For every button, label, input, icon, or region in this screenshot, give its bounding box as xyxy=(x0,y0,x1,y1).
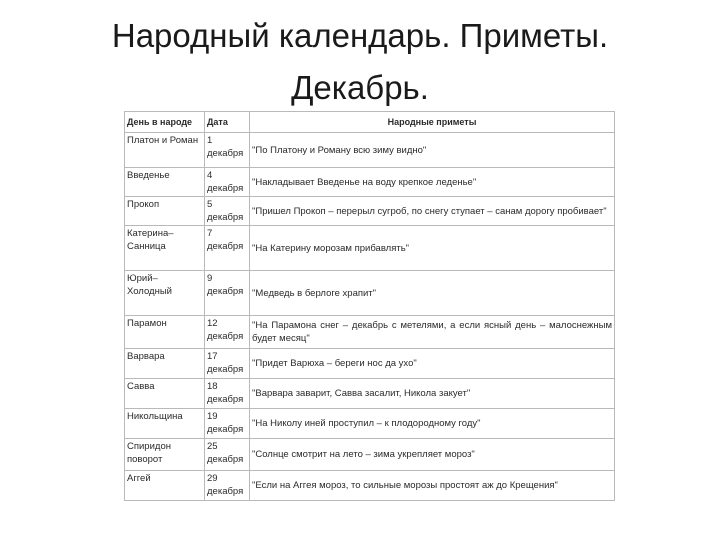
cell-date xyxy=(205,471,250,501)
date-month: декабря xyxy=(207,454,244,465)
calendar-table-container xyxy=(124,111,614,525)
cell-day: Введенье xyxy=(125,168,205,197)
cell-omen: "Солнце смотрит на лето – зима укрепляет мороз" xyxy=(250,439,615,471)
date-number: 7 xyxy=(207,228,213,239)
date-number: 9 xyxy=(207,273,213,284)
table-row xyxy=(125,316,615,349)
table-header-row xyxy=(125,112,615,133)
folk-calendar-table xyxy=(124,111,615,501)
cell-date xyxy=(205,271,250,316)
date-month: декабря xyxy=(207,212,244,223)
cell-date xyxy=(205,379,250,409)
date-number: 4 xyxy=(207,170,213,181)
cell-date xyxy=(205,349,250,379)
date-month: декабря xyxy=(207,394,244,405)
header-day: День в народе xyxy=(125,112,205,133)
slide-title-line-2: Декабрь. xyxy=(291,69,429,106)
table-row xyxy=(125,226,615,271)
cell-date xyxy=(205,168,250,197)
date-month: декабря xyxy=(207,364,244,375)
date-number: 12 xyxy=(207,318,218,329)
date-month: декабря xyxy=(207,148,244,159)
table-row xyxy=(125,379,615,409)
cell-day: Спиридон поворот xyxy=(125,439,205,471)
cell-day: Варвара xyxy=(125,349,205,379)
date-number: 17 xyxy=(207,351,218,362)
cell-omen: "Если на Аггея мороз, то сильные морозы простоят аж до Крещения" xyxy=(250,471,615,501)
cell-omen: "На Парамона снег – декабрь с метелями, а если ясный день – малоснежным будет месяц" xyxy=(250,316,615,349)
cell-day: Юрий–Холодный xyxy=(125,271,205,316)
cell-omen: "Варвара заварит, Савва засалит, Никола закует" xyxy=(250,379,615,409)
cell-day: Парамон xyxy=(125,316,205,349)
cell-day: Прокоп xyxy=(125,197,205,226)
header-date: Дата xyxy=(205,112,250,133)
table-row xyxy=(125,168,615,197)
date-number: 1 xyxy=(207,135,213,146)
table-row xyxy=(125,349,615,379)
date-month: декабря xyxy=(207,486,244,497)
cell-date xyxy=(205,409,250,439)
table-row xyxy=(125,409,615,439)
date-number: 29 xyxy=(207,473,218,484)
date-month: декабря xyxy=(207,424,244,435)
date-number: 18 xyxy=(207,381,218,392)
cell-day: Аггей xyxy=(125,471,205,501)
table-row xyxy=(125,271,615,316)
cell-date xyxy=(205,197,250,226)
cell-day: Катерина–Санница xyxy=(125,226,205,271)
cell-omen: "По Платону и Роману всю зиму видно" xyxy=(250,133,615,168)
table-row xyxy=(125,133,615,168)
cell-date xyxy=(205,133,250,168)
cell-omen: "Придет Варюха – береги нос да ухо" xyxy=(250,349,615,379)
date-month: декабря xyxy=(207,183,244,194)
slide-title-line-1: Народный календарь. Приметы. xyxy=(111,17,609,54)
cell-omen: "Медведь в берлоге храпит" xyxy=(250,271,615,316)
table-row xyxy=(125,471,615,501)
cell-date xyxy=(205,226,250,271)
cell-omen: "Накладывает Введенье на воду крепкое леденье" xyxy=(250,168,615,197)
cell-day: Никольщина xyxy=(125,409,205,439)
header-omens: Народные приметы xyxy=(250,112,615,133)
cell-omen: "На Николу иней проступил – к плодородному году" xyxy=(250,409,615,439)
cell-day: Савва xyxy=(125,379,205,409)
date-number: 25 xyxy=(207,441,218,452)
table-row xyxy=(125,439,615,471)
cell-date xyxy=(205,439,250,471)
cell-omen: "Пришел Прокоп – перерыл сугроб, по снегу ступает – санам дорогу пробивает" xyxy=(250,197,615,226)
date-number: 19 xyxy=(207,411,218,422)
table-row xyxy=(125,197,615,226)
cell-day: Платон и Роман xyxy=(125,133,205,168)
date-month: декабря xyxy=(207,286,244,297)
slide-title xyxy=(40,10,680,114)
date-month: декабря xyxy=(207,331,244,342)
date-number: 5 xyxy=(207,199,213,210)
cell-date xyxy=(205,316,250,349)
date-month: декабря xyxy=(207,241,244,252)
cell-omen: "На Катерину морозам прибавлять" xyxy=(250,226,615,271)
